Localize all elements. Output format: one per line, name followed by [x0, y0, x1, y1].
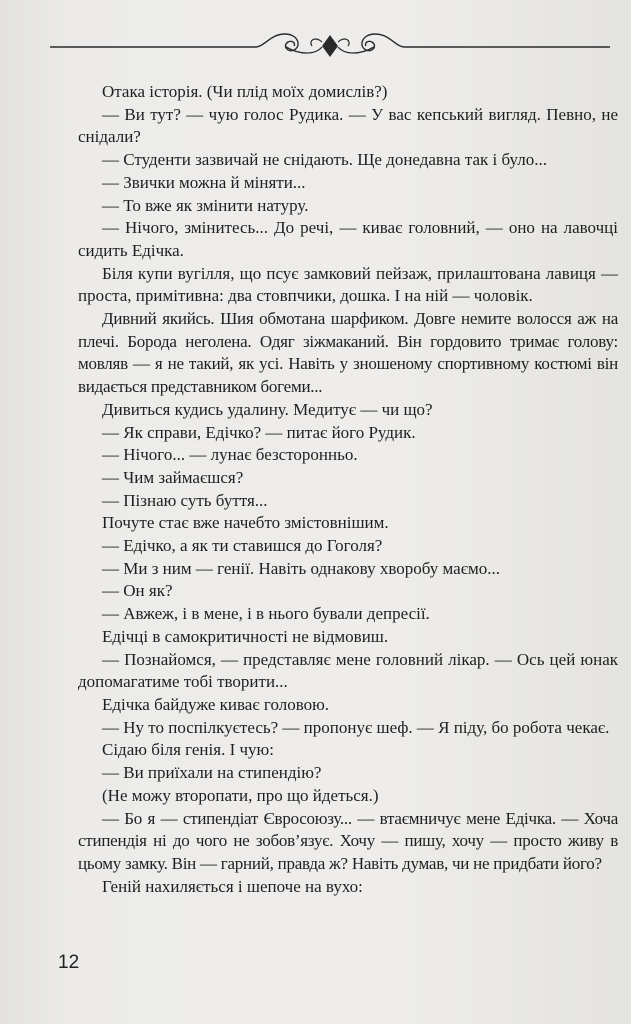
paragraph: Геній нахиляється і шепоче на вухо: [102, 876, 363, 896]
paragraph: Едічці в самокритичності не відмовиш. [102, 626, 389, 646]
paragraph: — Едічко, а як ти ставишся до Гоголя? [102, 536, 383, 556]
paragraph: — Студенти зазвичай не снідають. Ще донедавна так і було... [102, 150, 548, 170]
paragraph: Сідаю біля генія. І чую: [102, 740, 274, 760]
paragraph: Дивиться кудись удалину. Медитує — чи що? [102, 399, 433, 419]
paragraph: — Ми з ним — генії. Навіть однакову хворобу маємо... [102, 558, 501, 578]
paragraph: — Ну то поспілкуєтесь? — пропонує шеф. — Я піду, бо робота чекає. [102, 717, 610, 737]
paragraph: — Ви приїхали на стипендію? [102, 763, 322, 783]
paragraph: Едічка байдуже киває головою. [102, 694, 330, 714]
paragraph: — Авжеж, і в мене, і в нього бували депресії. [102, 604, 430, 624]
paragraph: — Як справи, Едічко? — питає його Рудик. [102, 422, 416, 442]
paragraph: — Чим займаєшся? [102, 467, 244, 487]
paragraph: — То вже як змінити натуру. [102, 195, 309, 215]
paragraph: — Пізнаю суть буття... [102, 490, 268, 510]
paragraph: — Нічого... — лунає безсторонньо. [102, 445, 358, 465]
paragraph: — Познайомся, — представляє мене головний лікар. — Ось цей юнак допомагатиме тобі творити... [78, 649, 618, 692]
paragraph: — Бо я — стипендіат Євросоюзу... — втаємничує мене Едічка. — Хоча стипендія ні до чого не зобов’язує. Хочу — пишу, хочу — просто живу в цьому замку. Він — гарний, правда ж? Навіть думав, чи не придбати його? [78, 808, 618, 873]
body-text [78, 81, 618, 898]
paragraph: — Ви тут? — чую голос Рудика. — У вас кепський вигляд. Певно, не снідали? [78, 104, 618, 147]
paragraph: Біля купи вугілля, що псує замковий пейзаж, прилаштована лавиця — проста, примітивна: два стовпчики, дошка. І на ній — чоловік. [78, 263, 618, 306]
paragraph: — Звички можна й міняти... [102, 172, 306, 192]
paragraph: Почуте стає вже начебто змістовнішим. [102, 513, 389, 533]
paragraph: — Нічого, змінитесь... До речі, — киває головний, — оно на лавочці сидить Едічка. [78, 218, 618, 260]
paragraph: (Не можу второпати, про що йдеться.) [102, 785, 379, 805]
page-number: 12 [58, 952, 80, 973]
paragraph: — Он як? [102, 581, 173, 601]
paragraph: Отака історія. (Чи плід моїх домислів?) [102, 82, 388, 101]
header-ornament-icon [50, 22, 610, 62]
paragraph: Дивний якийсь. Шия обмотана шарфиком. Довге немите волосся аж на плечі. Борода неголена. Одяг зіжмаканий. Він гордовито тримає голову: мовляв — я не такий, як усі. Навіть у зношеному спортивному костюмі він видається представником богеми... [78, 309, 618, 397]
